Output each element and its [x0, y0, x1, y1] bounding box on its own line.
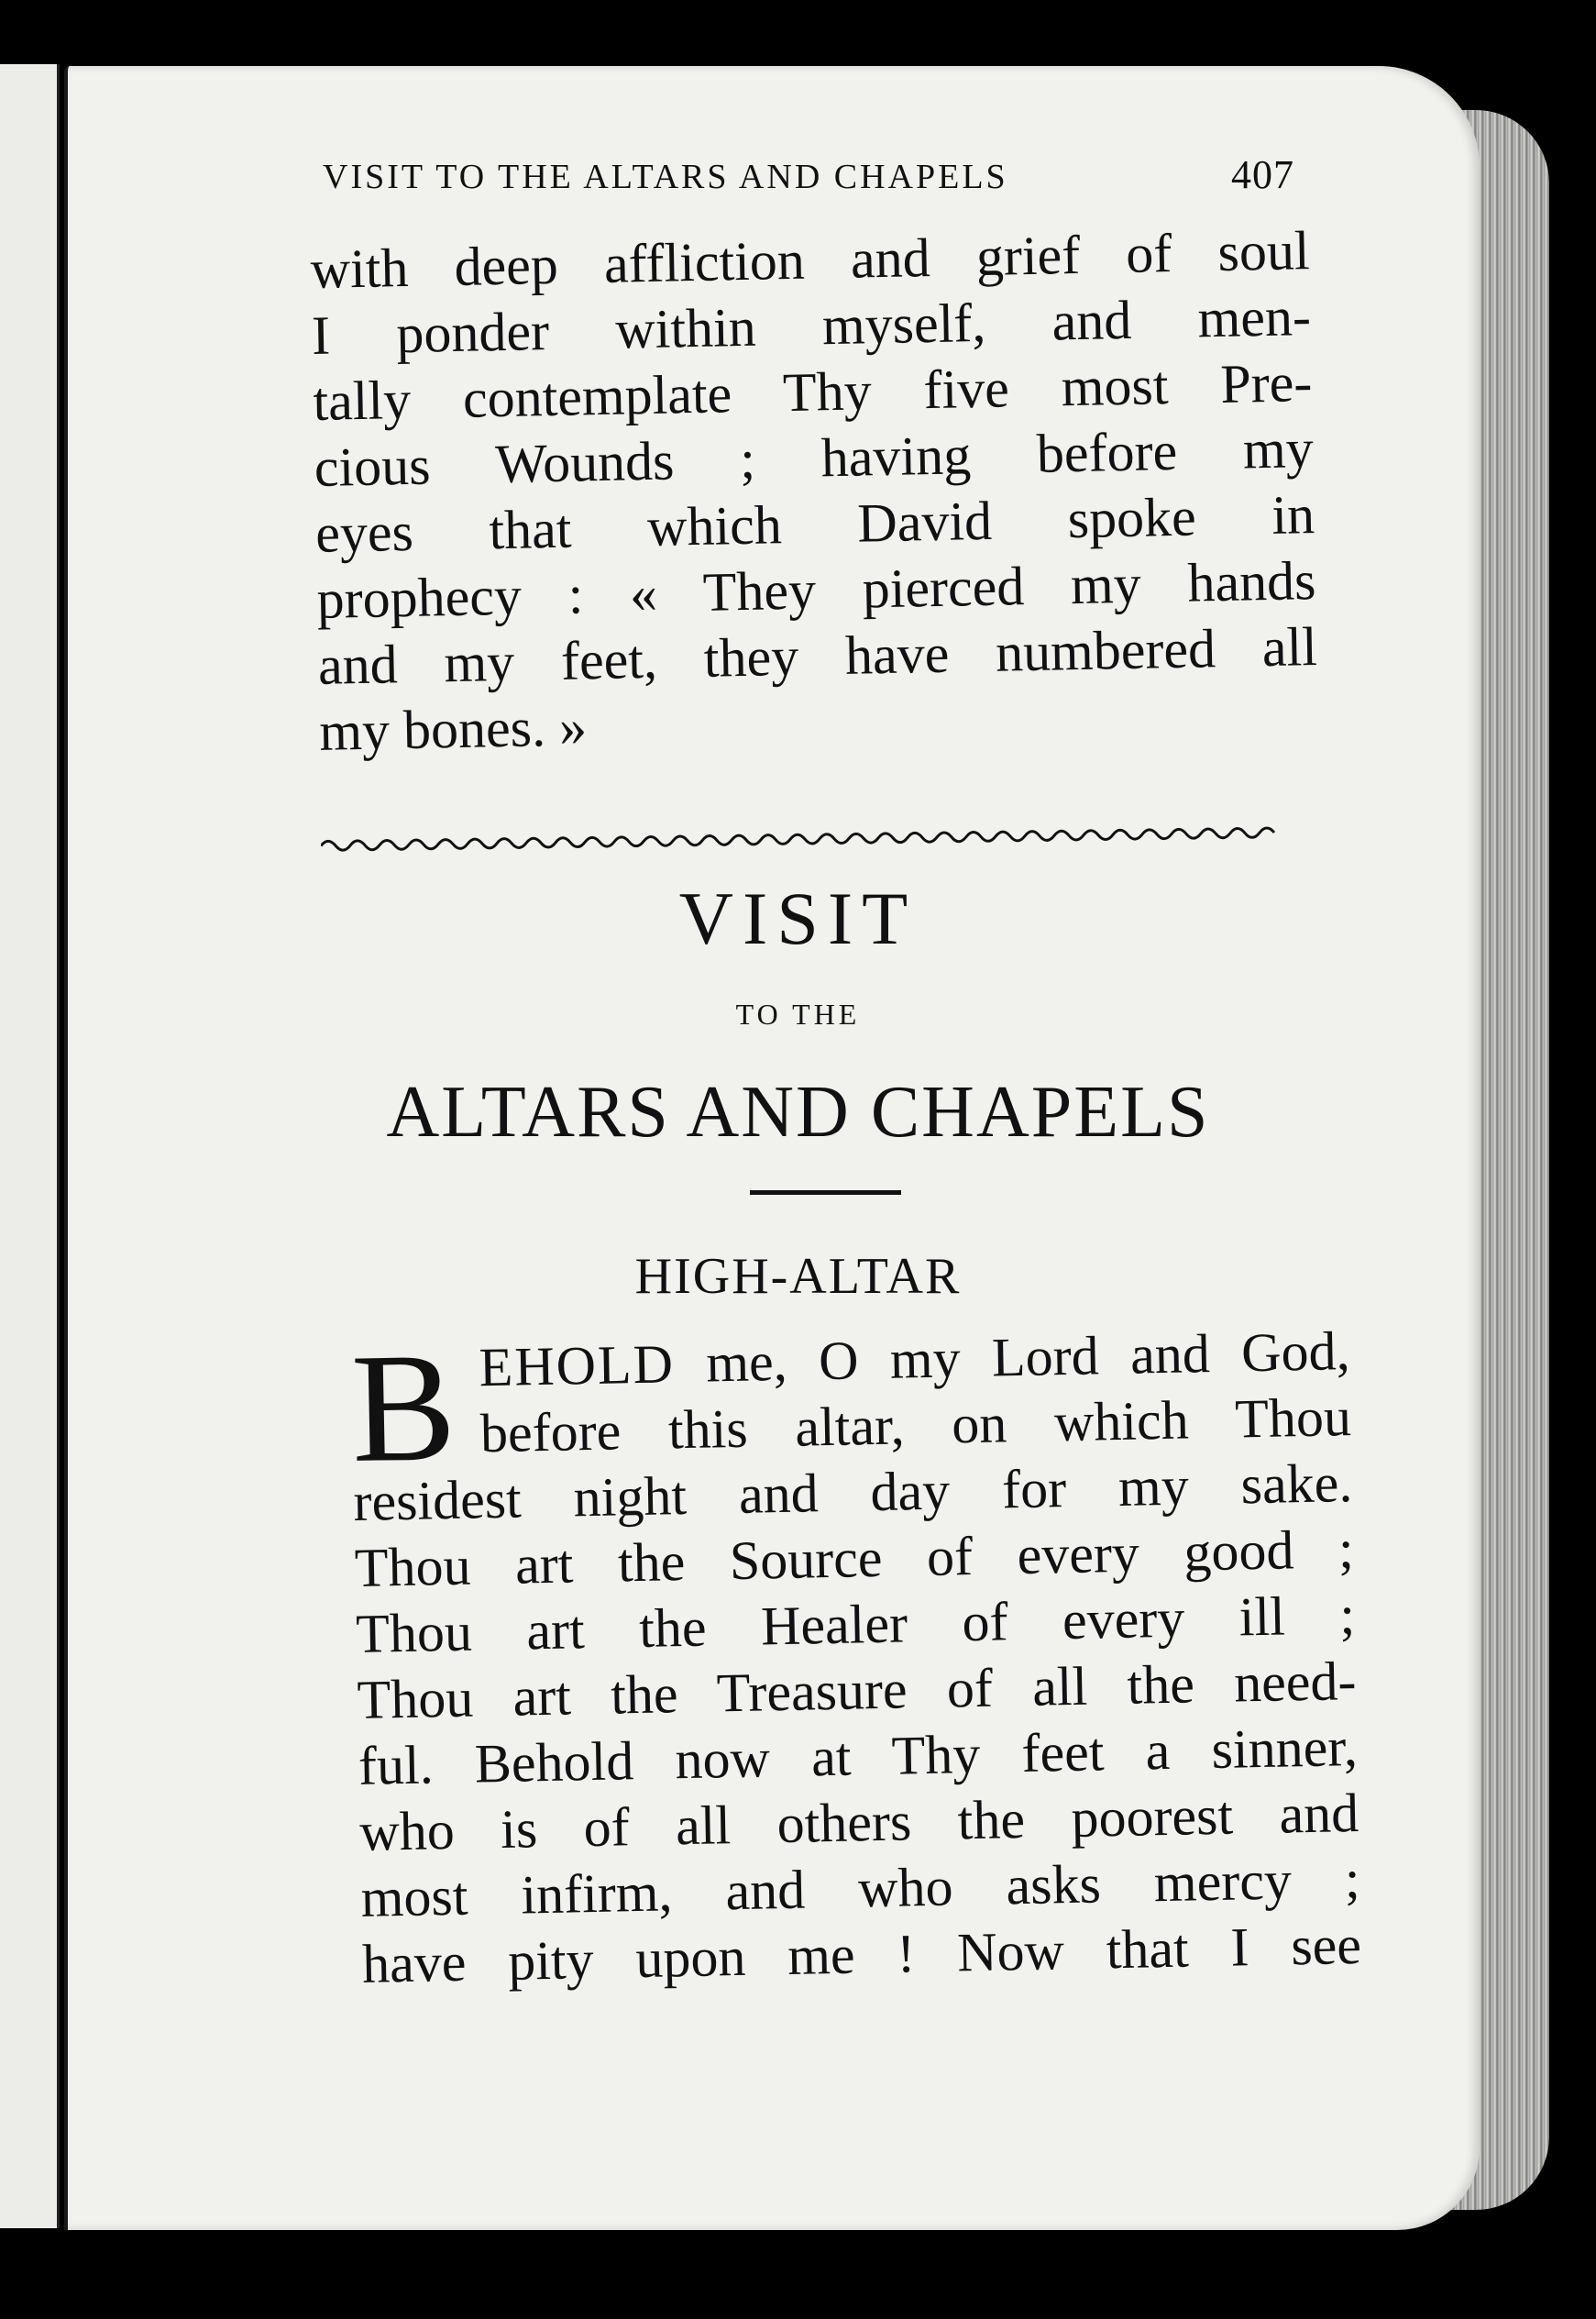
text-line: residest night and day for my sake.	[352, 1452, 1353, 1532]
text-line: and my feet, they have numbered all	[317, 615, 1318, 696]
text-line: prophecy : « They pierced my hands	[315, 550, 1317, 630]
wavy-divider	[321, 821, 1302, 857]
drop-cap: B	[349, 1320, 457, 1495]
text-line: cious Wounds ; having before my	[314, 418, 1315, 498]
text-line: my bones. »	[318, 696, 588, 762]
text-line: I ponder within myself, and men-	[311, 286, 1312, 366]
text-line: ful. Behold now at Thy feet a sinner,	[358, 1716, 1359, 1796]
text-line: who is of all others the poorest and	[358, 1782, 1359, 1862]
text-line: Thou art the Source of every good ;	[354, 1518, 1355, 1598]
heading-underline-rule	[750, 1190, 901, 1195]
text-line: with deep affliction and grief of soul	[310, 220, 1311, 300]
page-number: 407	[1231, 152, 1294, 197]
text-line: Thou art the Treasure of all the need-	[356, 1651, 1358, 1730]
heading-altars-and-chapels: ALTARS AND CHAPELS	[386, 1072, 1210, 1153]
subheading-high-altar: HIGH-ALTAR	[634, 1248, 962, 1305]
text-line: have pity upon me ! Now that I see	[361, 1914, 1362, 1994]
text-line: most infirm, and who asks mercy ;	[360, 1848, 1361, 1928]
text-line: tally contemplate Thy five most Pre-	[312, 352, 1313, 432]
running-head-title: VISIT TO THE ALTARS AND CHAPELS	[323, 158, 1008, 196]
paragraph-high-altar	[350, 1318, 1362, 1997]
text-line: before this altar, on which Thou	[479, 1386, 1352, 1464]
first-word-smallcaps: EHOLD	[479, 1333, 676, 1398]
paragraph-continued	[310, 217, 1319, 765]
running-head	[323, 151, 1294, 198]
text-line-rest: me, O my Lord and God,	[674, 1320, 1351, 1395]
heading-visit: VISIT	[678, 877, 918, 960]
heading-to-the: TO THE	[735, 998, 861, 1031]
text-line: Thou art the Healer of every ill ;	[355, 1585, 1356, 1664]
text-line: eyes that which David spoke in	[314, 484, 1315, 564]
